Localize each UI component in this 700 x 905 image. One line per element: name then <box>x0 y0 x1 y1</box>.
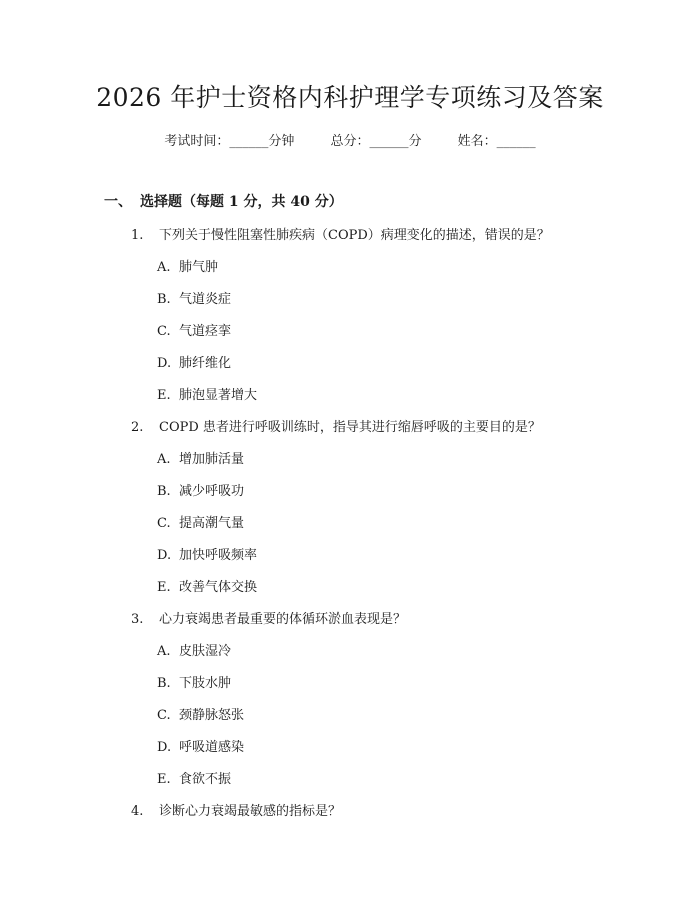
option-key: A. <box>157 644 171 659</box>
total-score-field: 总分：______分 <box>330 134 422 149</box>
question-2-option-a[interactable] <box>157 448 244 467</box>
option-text: 气道痉挛 <box>179 324 232 339</box>
option-key: D. <box>157 740 172 755</box>
question-1-option-c[interactable] <box>157 320 231 339</box>
student-name-field: 姓名：______ <box>457 134 536 149</box>
question-4 <box>131 800 341 819</box>
option-text: 加快呼吸频率 <box>179 548 258 563</box>
option-key: B. <box>157 292 171 307</box>
option-text: 减少呼吸功 <box>179 484 245 499</box>
question-3-option-b[interactable] <box>157 672 231 691</box>
option-text: 食欲不振 <box>179 772 232 787</box>
question-1 <box>131 224 550 243</box>
question-2-option-c[interactable] <box>157 512 244 531</box>
option-text: 颈静脉怒张 <box>179 708 245 723</box>
option-text: 气道炎症 <box>179 292 232 307</box>
question-text: 诊断心力衰竭最敏感的指标是？ <box>159 804 342 819</box>
question-text: 下列关于慢性阻塞性肺疾病（COPD）病理变化的描述，错误的是？ <box>159 228 550 243</box>
question-3 <box>131 608 406 627</box>
question-text: COPD 患者进行呼吸训练时，指导其进行缩唇呼吸的主要目的是？ <box>159 420 541 435</box>
option-text: 增加肺活量 <box>179 452 245 467</box>
question-2-option-b[interactable] <box>157 480 244 499</box>
option-text: 提高潮气量 <box>179 516 245 531</box>
section-heading: 选择题（每题 1 分，共 40 分） <box>140 194 343 210</box>
question-2 <box>131 416 541 435</box>
question-number: 3. <box>131 612 144 627</box>
section-title <box>104 191 343 211</box>
exam-info <box>0 130 700 149</box>
question-1-option-a[interactable] <box>157 256 218 275</box>
question-3-option-e[interactable] <box>157 768 231 787</box>
option-key: B. <box>157 484 171 499</box>
question-text: 心力衰竭患者最重要的体循环淤血表现是？ <box>159 612 407 627</box>
question-3-option-d[interactable] <box>157 736 244 755</box>
option-key: E. <box>157 580 171 595</box>
option-text: 皮肤湿冷 <box>179 644 232 659</box>
option-key: D. <box>157 548 172 563</box>
option-text: 下肢水肿 <box>179 676 232 691</box>
section-number: 一、 <box>104 194 132 210</box>
option-key: D. <box>157 356 172 371</box>
option-key: C. <box>157 516 171 531</box>
option-text: 呼吸道感染 <box>179 740 245 755</box>
question-3-option-c[interactable] <box>157 704 244 723</box>
exam-time-field: 考试时间：______分钟 <box>164 134 295 149</box>
question-1-option-d[interactable] <box>157 352 231 371</box>
question-1-option-e[interactable] <box>157 384 257 403</box>
question-number: 1. <box>131 228 144 243</box>
option-key: C. <box>157 324 171 339</box>
question-number: 4. <box>131 804 144 819</box>
option-key: A. <box>157 452 171 467</box>
question-1-option-b[interactable] <box>157 288 231 307</box>
question-number: 2. <box>131 420 144 435</box>
question-2-option-d[interactable] <box>157 544 257 563</box>
option-key: E. <box>157 388 171 403</box>
option-key: A. <box>157 260 171 275</box>
option-text: 改善气体交换 <box>179 580 258 595</box>
option-key: C. <box>157 708 171 723</box>
option-text: 肺气肿 <box>179 260 219 275</box>
option-key: B. <box>157 676 171 691</box>
option-text: 肺纤维化 <box>179 356 232 371</box>
option-key: E. <box>157 772 171 787</box>
page-title: 2026 年护士资格内科护理学专项练习及答案 <box>96 83 604 112</box>
question-3-option-a[interactable] <box>157 640 231 659</box>
option-text: 肺泡显著增大 <box>179 388 258 403</box>
question-2-option-e[interactable] <box>157 576 257 595</box>
